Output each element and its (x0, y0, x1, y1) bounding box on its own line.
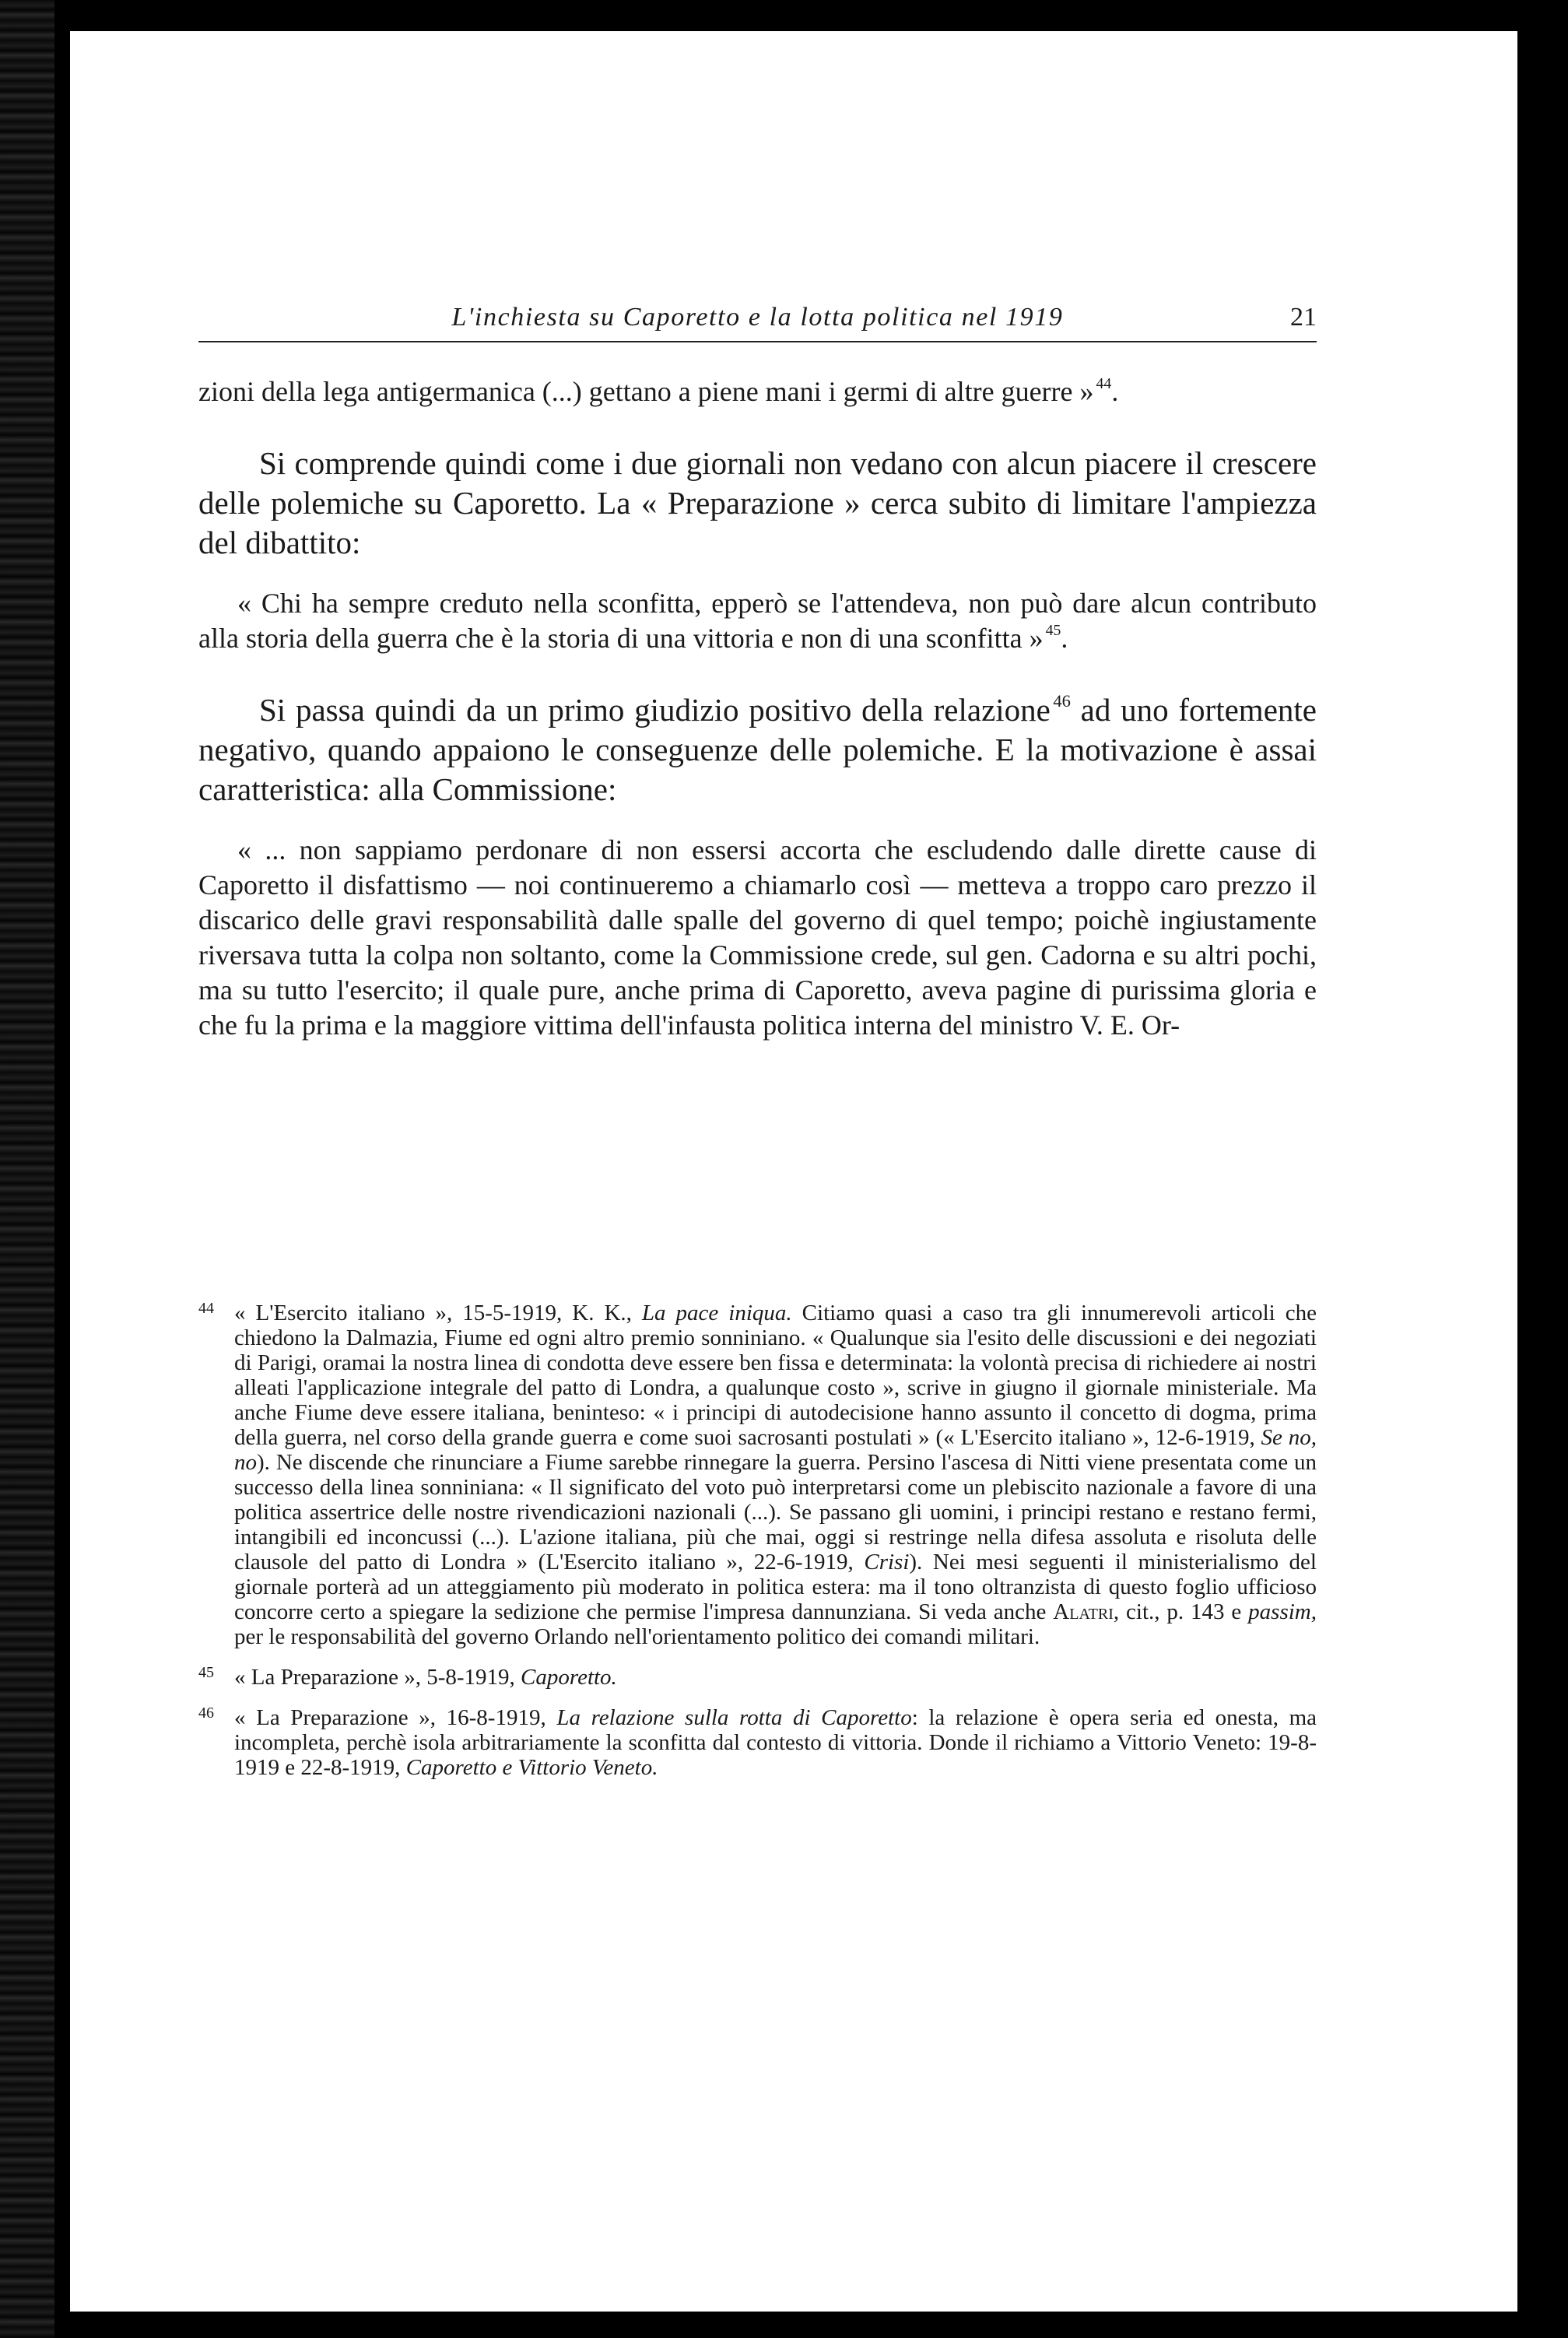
footnote-text: « La Preparazione », 5-8-1919, (234, 1665, 521, 1690)
book-page (70, 31, 1517, 2312)
paragraph-text: ad uno fortemente negativo, quando appaiono le conseguenze delle polemiche. E la motivazione è assai caratteristica: alla Commissione: (198, 692, 1317, 807)
footnote-text: « L'Esercito italiano », 15-5-1919, K. K., (234, 1301, 642, 1325)
running-head (198, 294, 1317, 342)
page-number: 21 (1290, 303, 1317, 332)
footnote-text: ). Ne discende che rinunciare a Fiume sarebbe rinnegare la guerra. Persino l'ascesa di Nitti viene presentata come un successo della linea sonniniana: « Il significato del voto può interpretarsi come un plebiscito nazionale a favore di una politica assertrice delle nostre rivendicazioni nazionali (...). Se passano gli uomini, i principi restano e restano fermi, intangibili ed inconcussi (...). L'azione italiana, più che mai, oggi si restringe nella difesa assoluta e risoluta delle clausole del patto di Londra » (L'Esercito italiano », 22-6-1919, (234, 1450, 1317, 1574)
block-quote: « ... non sappiamo perdonare di non essersi accorta che escludendo dalle dirette cause di Caporetto il disfattismo — noi continueremo a chiamarlo così — metteva a troppo caro prezzo il discarico delle gravi responsabilità dalle spalle del governo di quel tempo; poichè ingiustamente riversava tutta la colpa non soltanto, come la Commissione crede, sul gen. Cadorna e su altri pochi, ma su tutto l'esercito; il quale pure, anche prima di Caporetto, aveva pagine di purissima gloria e che fu la prima e la maggiore vittima dell'infausta politica interna del ministro V. E. Or- (198, 834, 1317, 1041)
quote-text: « Chi ha sempre creduto nella sconfitta, epperò se l'attendeva, non può dare alcun contributo alla storia della guerra che è la storia di una vittoria e non di una sconfitta » (198, 588, 1317, 654)
paragraph-end: . (1111, 376, 1119, 407)
paragraph: Si comprende quindi come i due giornali non vedano con alcun piacere il crescere delle polemiche su Caporetto. La « Preparazione » cerca subito di limitare l'ampiezza del dibattito: (198, 445, 1317, 560)
footnote-title: Caporetto. (521, 1665, 617, 1690)
footnote-author: Alatri (1053, 1599, 1114, 1624)
footnote-text: ). Nei mesi seguenti il ministerialismo del giornale porterà ad un atteggiamento più moderato in politica estera: ma il tono oltranzista di questo foglio ufficioso concorre certo a spiegare la sedizione che permise l'impresa dannunziana. Si veda anche (234, 1550, 1317, 1624)
footnote-ref: 44 (1096, 375, 1112, 393)
footnote-text: « La Preparazione », 16-8-1919, (234, 1705, 557, 1730)
footnote-45 (198, 1660, 1317, 1690)
footnote-title: Caporetto e Vittorio Veneto. (405, 1755, 658, 1780)
footnote-text: : la relazione è opera seria ed onesta, ma incompleta, perchè isola arbitrariamente la sconfitta dal contesto di vittoria. Donde il richiamo a Vittorio Veneto: 19-8-1919 e 22-8-1919, (234, 1705, 1317, 1780)
footnote-text: per le responsabilità del governo Orlando nell'orientamento politico dei comandi militari. (234, 1624, 1040, 1649)
quote-end: . (1061, 623, 1068, 654)
footnotes (198, 1296, 1317, 1780)
footnote-ref: 45 (1045, 622, 1061, 640)
running-title: L'inchiesta su Caporetto e la lotta politica nel 1919 (451, 303, 1064, 332)
footnote-title: Se no, no (234, 1425, 1317, 1475)
footnote-44 (198, 1296, 1317, 1649)
footnote-text: Citiamo quasi a caso tra gli innumerevoli articoli che chiedono la Dalmazia, Fiume ed ogni altro premio sonniniano. « Qualunque sia l'esito delle discussioni e dei negoziati di Parigi, oramai la nostra linea di condotta deve essere ben fissa e determinata: la volontà precisa di richiedere ai nostri alleati l'applicazione integrale del patto di Londra, a qualunque costo », scrive in giugno il giornale ministeriale. Ma anche Fiume deve essere italiana, beninteso: « i principi di autodecisione hanno assunto il concetto di dogma, prima della guerra, nel corso della grande guerra e come suoi sacrosanti postulati » (« L'Esercito italiano », 12-6-1919, (234, 1301, 1317, 1450)
paragraph (198, 690, 1317, 809)
footnote-title: passim, (1248, 1599, 1317, 1624)
footnote-number: 45 (198, 1664, 214, 1681)
footnote-title: La pace iniqua. (641, 1301, 792, 1325)
footnote-number: 46 (198, 1704, 214, 1722)
paragraph-text: Si passa quindi da un primo giudizio positivo della relazione (259, 692, 1051, 728)
footnote-title: Crisi (864, 1550, 910, 1574)
footnote-46 (198, 1701, 1317, 1780)
footnote-number: 44 (198, 1300, 214, 1317)
main-text (198, 374, 1317, 1043)
scan-edge (0, 0, 54, 2338)
block-quote (198, 586, 1317, 656)
paragraph-text: zioni della lega antigermanica (...) gettano a piene mani i germi di altre guerre » (198, 376, 1094, 407)
footnote-text: , cit., p. 143 e (1113, 1599, 1249, 1624)
footnote-ref: 46 (1053, 690, 1071, 711)
footnote-title: La relazione sulla rotta di Caporetto (556, 1705, 912, 1730)
paragraph-continuation (198, 374, 1317, 409)
